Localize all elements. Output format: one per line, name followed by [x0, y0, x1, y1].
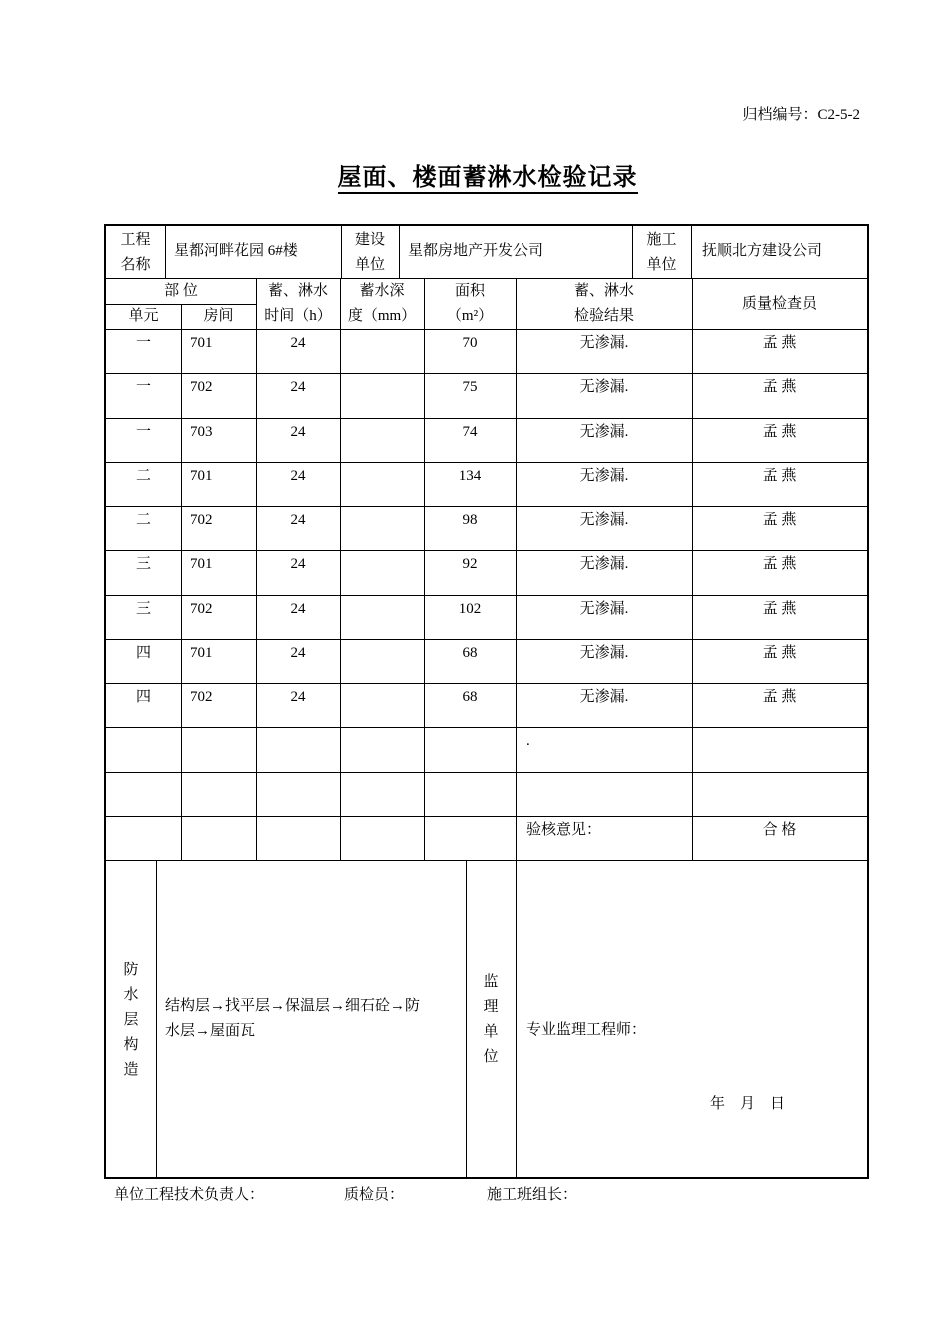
- time-header: 蓄、淋水 时间（h）: [264, 283, 332, 324]
- cell-room: 703: [190, 423, 213, 440]
- supervision-label-char: 单: [483, 1024, 499, 1040]
- cell-unit: 一: [135, 379, 151, 396]
- cell-result: 验核意见：: [526, 821, 602, 838]
- inspection-record-table: [104, 224, 869, 1179]
- waterproof-label-char: 防: [123, 962, 139, 978]
- builder-label: 建设 单位: [354, 232, 385, 273]
- cell-area: 75: [462, 379, 478, 396]
- supervision-label-char: 理: [483, 999, 499, 1015]
- cell-inspector: 孟 燕: [762, 423, 797, 440]
- cell-area: 70: [462, 335, 478, 351]
- cell-result: .: [526, 733, 530, 750]
- waterproof-structure: 结构层→找平层→保温层→细石砼→防 水层→屋面瓦: [165, 998, 421, 1039]
- footer-qc: 质检员：: [344, 1187, 405, 1203]
- depth-header: 蓄水深 度（mm）: [347, 283, 417, 324]
- unit-header: 单元: [128, 308, 159, 324]
- cell-result: 无渗漏.: [579, 335, 629, 351]
- cell-time: 24: [290, 556, 306, 573]
- cell-inspector: 孟 燕: [762, 556, 797, 573]
- waterproof-label-char: 层: [123, 1012, 139, 1028]
- waterproof-label: [106, 958, 156, 1083]
- cell-room: 702: [190, 379, 213, 396]
- cell-inspector: 合 格: [762, 821, 797, 838]
- room-header: 房间: [203, 308, 234, 324]
- cell-area: 68: [462, 644, 478, 661]
- supervision-label: [466, 970, 516, 1070]
- waterproof-label-char: 水: [123, 987, 139, 1003]
- cell-room: 701: [190, 467, 213, 484]
- cell-unit: 一: [135, 423, 151, 440]
- footer-tech-lead: 单位工程技术负责人：: [114, 1187, 265, 1203]
- supervision-date: 年 月 日: [710, 1096, 786, 1112]
- cell-room: 701: [190, 644, 213, 661]
- cell-area: 68: [462, 689, 478, 705]
- cell-room: 702: [190, 689, 213, 705]
- cell-time: 24: [290, 600, 306, 617]
- cell-inspector: 孟 燕: [762, 689, 797, 705]
- cell-time: 24: [290, 467, 306, 484]
- project-label: 工程 名称: [120, 232, 151, 273]
- archive-number: 归档编号：C2-5-2: [742, 107, 860, 123]
- cell-result: 无渗漏.: [579, 467, 629, 484]
- cell-unit: 三: [135, 600, 151, 617]
- supervision-label-char: 位: [483, 1049, 499, 1065]
- cell-unit: 一: [135, 335, 151, 351]
- builder-name: 星都房地产开发公司: [408, 243, 544, 259]
- supervision-engineer: 专业监理工程师：: [526, 1022, 647, 1038]
- cell-area: 134: [458, 467, 482, 484]
- page-title: [0, 157, 950, 192]
- cell-room: 701: [190, 556, 213, 573]
- result-header: 蓄、淋水 检验结果: [573, 283, 634, 324]
- cell-result: 无渗漏.: [579, 512, 629, 528]
- contractor-name: 抚顺北方建设公司: [702, 243, 823, 259]
- cell-time: 24: [290, 423, 306, 440]
- waterproof-label-char: 造: [123, 1062, 139, 1078]
- cell-room: 702: [190, 512, 213, 528]
- cell-inspector: 孟 燕: [762, 600, 797, 617]
- cell-unit: 四: [135, 644, 151, 661]
- cell-inspector: 孟 燕: [762, 335, 797, 351]
- footer-foreman: 施工班组长：: [487, 1187, 578, 1203]
- page-title-text: 屋面、楼面蓄淋水检验记录: [338, 165, 638, 194]
- cell-inspector: 孟 燕: [762, 379, 797, 396]
- area-header: 面积 （m²）: [446, 283, 494, 324]
- inspector-header: 质量检查员: [741, 296, 817, 312]
- cell-result: 无渗漏.: [579, 379, 629, 396]
- cell-result: 无渗漏.: [579, 423, 629, 440]
- cell-inspector: 孟 燕: [762, 512, 797, 528]
- cell-time: 24: [290, 512, 306, 528]
- supervision-label-char: 监: [483, 974, 499, 990]
- cell-unit: 二: [135, 512, 151, 528]
- cell-result: 无渗漏.: [579, 600, 629, 617]
- cell-result: 无渗漏.: [579, 689, 629, 705]
- cell-inspector: 孟 燕: [762, 644, 797, 661]
- cell-unit: 三: [135, 556, 151, 573]
- project-name: 星都河畔花园 6#楼: [174, 243, 298, 259]
- cell-result: 无渗漏.: [579, 556, 629, 573]
- cell-time: 24: [290, 689, 306, 705]
- cell-area: 102: [458, 600, 482, 617]
- cell-result: 无渗漏.: [579, 644, 629, 661]
- waterproof-label-char: 构: [123, 1037, 139, 1053]
- cell-unit: 二: [135, 467, 151, 484]
- cell-inspector: 孟 燕: [762, 467, 797, 484]
- cell-time: 24: [290, 335, 306, 351]
- cell-room: 701: [190, 335, 213, 351]
- cell-area: 74: [462, 423, 478, 440]
- contractor-label: 施工 单位: [646, 232, 677, 273]
- cell-unit: 四: [135, 689, 151, 705]
- cell-room: 702: [190, 600, 213, 617]
- location-header: 部 位: [164, 283, 198, 299]
- cell-time: 24: [290, 644, 306, 661]
- cell-area: 98: [462, 512, 478, 528]
- cell-area: 92: [462, 556, 478, 573]
- cell-time: 24: [290, 379, 306, 396]
